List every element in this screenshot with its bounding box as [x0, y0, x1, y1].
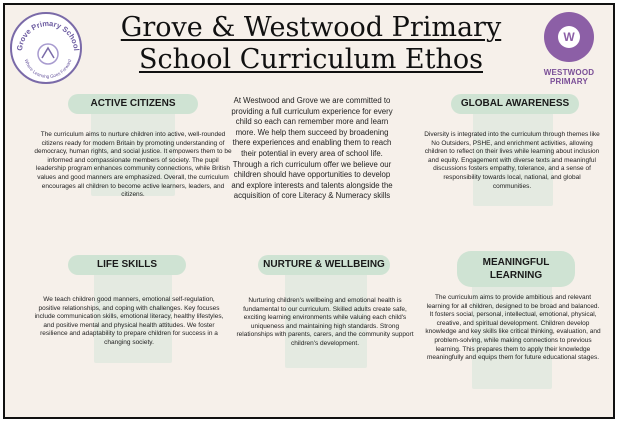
global-awareness-text: Diversity is integrated into the curriculum through themes like No Outsiders, PSHE, and enrichment activities, allowing children to reflect on their lives while learning about inclusion and equity. Engagement with diverse texts and meaningful discussions fosters empathy, tolerance, and a sense of responsibility towards local, national, and global communities.: [424, 131, 600, 190]
svg-text:Where Learning Goes Forward: [24, 58, 73, 79]
intro-text: At Westwood and Grove we are committed to providing a full curriculum experience for every child so each can remember more and learn more. We help them succeed by broadening there experiences and enabling them to reach their potential in every area of school life. Through a rich curriculum offer we believe our children should have opportunities to develop and explore interests and talents alongside the acquisition of core Literacy & Numeracy skills: [231, 96, 393, 201]
life-skills-heading: LIFE SKILLS: [68, 255, 186, 275]
meaningful-learning-text: The curriculum aims to provide ambitious and relevant learning for all children, designed to be broad and balanced. It fosters social, personal, intellectual, emotional, physical, creative, and spiritual development. Children develop knowledge and key skills like critical thinking, evaluation, and problem-solving, while making connections to previous learning. This prepares them to apply their knowledge meaningfully and equips them for future educational stages.: [425, 294, 601, 362]
title-line-1: Grove & Westwood Primary: [120, 12, 502, 43]
svg-text:Grove Primary School: [15, 19, 81, 51]
active-citizens-heading: ACTIVE CITIZENS: [68, 94, 198, 114]
grove-school-logo: [10, 12, 82, 84]
meaningful-learning-heading: [457, 251, 575, 287]
title-line-2: School Curriculum Ethos: [138, 44, 483, 75]
westwood-school-logo: [533, 8, 605, 90]
westwood-logo-line2: PRIMARY: [550, 77, 588, 86]
grove-logo-motto: Where Learning Goes Forward: [23, 58, 73, 80]
page-title: [120, 12, 502, 76]
meaningful-learning-heading-line1: MEANINGFUL: [482, 257, 550, 268]
grove-logo-name: Grove Primary School: [14, 18, 81, 52]
nurture-wellbeing-text: Nurturing children's wellbeing and emotional health is fundamental to our curriculum. Skilled adults create safe, exciting learning environments while valuing each child's uniqueness and maintaining high standards. Strong relationships with parents, carers, and the community support children's development.: [236, 297, 414, 347]
nurture-wellbeing-heading: NURTURE & WELLBEING: [258, 255, 390, 275]
westwood-logo-letter: W: [558, 26, 580, 48]
westwood-logo-line1: WESTWOOD: [543, 68, 595, 77]
westwood-logo-circle: [544, 12, 594, 62]
active-citizens-text: The curriculum aims to nurture children into active, well-rounded citizens ready for modern Britain by promoting understanding of democracy, human rights, and social justice. It empowers them to be informed and compassionate members of society. The pupil leadership program enhances community connections, while British values and good manners are emphasized. Overall, the curriculum encourages all children to become active learners, leaders, and citizens.: [34, 131, 232, 199]
global-awareness-heading: GLOBAL AWARENESS: [451, 94, 579, 114]
meaningful-learning-heading-line2: LEARNING: [489, 270, 543, 281]
life-skills-text: We teach children good manners, emotional self-regulation, positive relationships, and coping with challenges. Key focuses include communication skills, emotional literacy, healthy lifestyles, and positive mental and physical health attitudes. We foster resilience and adaptability to prepare children for success in a changing society.: [34, 296, 224, 346]
